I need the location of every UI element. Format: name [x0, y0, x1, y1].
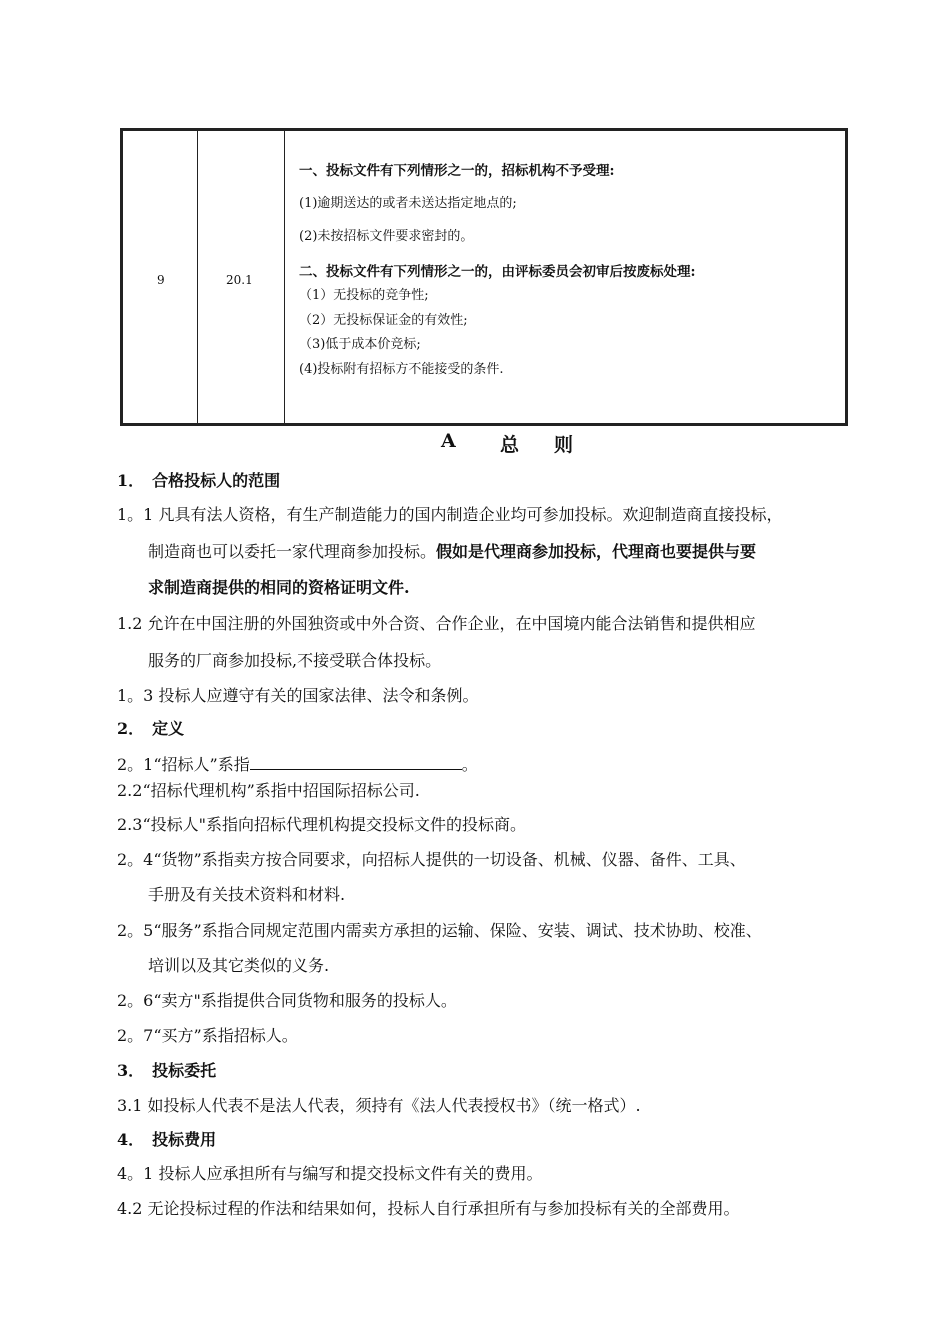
paragraph: 2。5“服务”系指合同规定范围内需卖方承担的运输、保险、安装、调试、技术协助、校准、 [117, 921, 762, 940]
paragraph: 3.1 如投标人代表不是法人代表，须持有《法人代表授权书》（统一格式）. [117, 1096, 641, 1115]
section-letter: A [441, 430, 458, 452]
content-line: （3)低于成本价竞标; [299, 337, 421, 352]
column-divider [197, 131, 198, 423]
paragraph [117, 752, 478, 775]
paragraph: 2。6“卖方"系指提供合同货物和服务的投标人。 [117, 991, 457, 1010]
heading-4: 4． 投标费用 [117, 1130, 217, 1149]
content-line: (4)投标附有招标方不能接受的条件. [299, 362, 504, 377]
column-divider [284, 131, 285, 423]
paragraph: 培训以及其它类似的义务. [148, 956, 330, 975]
blank-line [250, 755, 462, 770]
content-line: (1)逾期送达的或者未送达指定地点的; [299, 196, 517, 211]
paragraph-text: 。 [461, 755, 478, 774]
paragraph [148, 539, 756, 562]
paragraph: 2。7“买方”系指招标人。 [117, 1026, 298, 1045]
paragraph: 手册及有关技术资料和材料. [148, 885, 346, 904]
paragraph: 2.2“招标代理机构”系指中招国际招标公司. [117, 781, 420, 800]
content-line: 二、投标文件有下列情形之一的，由评标委员会初审后按废标处理: [299, 264, 696, 280]
paragraph-text: 2。1“招标人”系指 [117, 755, 250, 774]
heading-3: 3． 投标委托 [117, 1061, 217, 1080]
paragraph-text: 制造商也可以委托一家代理商参加投标。 [148, 542, 437, 561]
heading-1: 1． 合格投标人的范围 [117, 471, 281, 490]
content-line: （2）无投标保证金的有效性; [299, 313, 468, 328]
paragraph: 服务的厂商参加投标,不接受联合体投标。 [148, 651, 442, 670]
paragraph: 4。1 投标人应承担所有与编写和提交投标文件有关的费用。 [117, 1164, 543, 1183]
paragraph: 2。4“货物”系指卖方按合同要求，向招标人提供的一切设备、机械、仪器、备件、工具、 [117, 850, 746, 869]
paragraph-bold-text: 假如是代理商参加投标，代理商也要提供与要 [436, 542, 757, 561]
paragraph: 2.3“投标人"系指向招标代理机构提交投标文件的投标商。 [117, 815, 526, 834]
paragraph-bold-text: 求制造商提供的相同的资格证明文件. [148, 578, 410, 597]
paragraph: 1。3 投标人应遵守有关的国家法律、法令和条例。 [117, 686, 479, 705]
heading-2: 2． 定义 [117, 719, 185, 738]
content-line: 一、投标文件有下列情形之一的，招标机构不予受理: [299, 163, 615, 179]
paragraph: 1。1 凡具有法人资格，有生产制造能力的国内制造企业均可参加投标。欢迎制造商直接投标， [117, 505, 783, 524]
paragraph: 1.2 允许在中国注册的外国独资或中外合资、合作企业，在中国境内能合法销售和提供相应 [117, 614, 756, 633]
clause-table [120, 128, 848, 426]
row-number: 9 [157, 273, 165, 287]
clause-number: 20.1 [226, 273, 253, 287]
content-line: (2)未按招标文件要求密封的。 [299, 229, 474, 244]
content-line: （1）无投标的竞争性; [299, 288, 429, 303]
section-title: 总 则 [500, 434, 582, 456]
paragraph: 4.2 无论投标过程的作法和结果如何，投标人自行承担所有与参加投标有关的全部费用。 [117, 1199, 740, 1218]
